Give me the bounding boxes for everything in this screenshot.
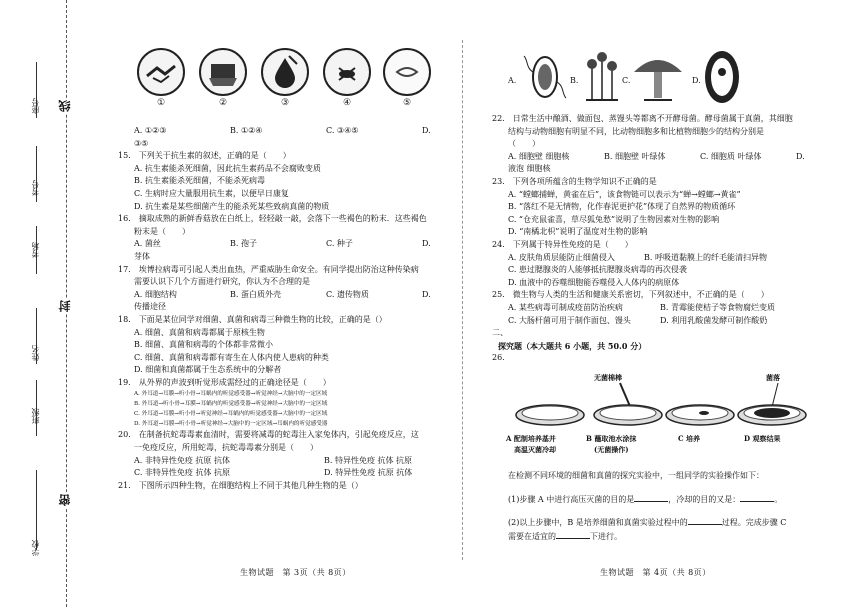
icon-2: ② [198,48,248,108]
q20-option-d[interactable]: D. 特异性免疫 抗原 抗体 [324,468,413,478]
q25-stem: 25. 微生物与人类的生活和健康关系密切，下列叙述中，不正确的是（ ） [492,290,769,300]
school-underline [36,470,37,550]
q14-option-a[interactable]: A. ①②③ [134,126,167,135]
q15-option-a[interactable]: A. 抗生素能杀死细菌，因此抗生素药品不会腐败变质 [134,163,321,173]
q25-option-c[interactable]: C. 大肠杆菌可用于制作面包、馒头 [508,315,631,325]
q14-option-d[interactable]: D. [422,126,431,135]
q22-option-c[interactable]: C. 细胞质 叶绿体 [700,151,762,161]
caption-a-line1: A 配制培养基并 [506,434,556,443]
q26-blank-4[interactable] [556,530,590,539]
q17-option-d[interactable]: D. [422,289,431,299]
q17-option-a[interactable]: A. 细胞结构 [134,289,177,299]
hygiene-icons-row [126,48,426,122]
q26-text [492,470,822,543]
q22-options [492,151,822,164]
right-page-footer: 生物试题 第 4页（共 8页） [600,568,711,577]
caption-b-line2: (无菌操作) [594,445,629,454]
section-number: 二、 [492,328,508,338]
right-page [492,113,822,365]
left-page-footer: 生物试题 第 3页（共 8页） [240,568,351,577]
handshake-icon [137,48,185,96]
q16-option-d-content: 芽体 [134,251,150,261]
q17-options [118,289,448,302]
bacterium-icon [522,52,568,102]
label-name: 姓名 [31,345,40,361]
mold-icon [580,50,624,104]
blood-drop-icon [261,48,309,96]
lips-icon [383,48,431,96]
organism-label-b: B. [570,76,579,85]
q22-option-d[interactable]: D. [796,151,805,161]
q26-part1: (1)步骤 A 中进行高压灭菌的目的是 ，冷却的目的又是： 。 [508,494,783,504]
q20-option-b[interactable]: B. 特异性免疫 抗体 抗原 [324,455,413,465]
q24-option-d[interactable]: D. 血液中的吞噬细胞能吞噬侵入人体内的病原体 [508,277,680,287]
seal-word-seal: 封 [58,300,72,312]
q16-options [118,238,448,251]
caption-a-line2: 高温灭菌冷却 [514,445,556,454]
q25-option-d[interactable]: D. 利用乳酸菌发酵可制作酸奶 [660,315,768,325]
icon-4: ④ [322,48,372,108]
section-two-title: 探究题（本大题共 6 小题，共 50.0 分） [498,340,647,351]
q22-stem-line3: （ ） [508,139,540,149]
icon-3: ③ [260,48,310,108]
q17-stem-line1: 17. 埃博拉病毒可引起人类出血热，严重威胁生命安全。有同学提出防治这种传染病 [118,264,419,274]
colony-label: 菌落 [766,373,780,382]
left-page [118,125,448,492]
q19-stem: 19. 从外界的声波到听觉形成需经过的正确途径是（ ） [118,377,331,387]
q26-part3: 需要在适宜的 下进行。 [508,531,622,541]
q23-option-c[interactable]: C. “仓充鼠雀喜，草尽狐兔愁”说明了生物因素对生物的影响 [508,214,720,224]
q18-option-b[interactable]: B. 细菌、真菌和病毒的个体都非常微小 [134,340,273,350]
q16-stem-line2: 粉末是（ ） [134,226,190,236]
q25-options-ab [492,302,822,315]
caption-d: D 观察结果 [744,434,781,443]
q22-stem-line1: 22. 日常生活中酿酒、做面包、蒸馒头等都离不开酵母菌。酵母菌属于真菌，其细胞 [492,114,793,123]
q22-stem-line2: 结构与动物细胞有明显不同，比动物细胞多和比植物细胞少的结构分别是 [508,126,764,136]
section-two-heading [492,327,822,340]
dish-b [594,405,662,425]
q18-option-d[interactable]: D. 细菌和真菌都属于生态系统中的分解者 [134,365,282,375]
q14-options [118,125,448,138]
q26-blank-1[interactable] [634,493,668,502]
q20-stem-line2: 一免疫反应，所用蛇毒，抗蛇毒毒素分别是（ ） [134,443,318,453]
label-room: 考场 [31,242,40,258]
label-seat: 座号 [31,98,40,114]
q18-option-c[interactable]: C. 细菌、真菌和病毒都有寄生在人体内使人患病的种类 [134,352,329,362]
q23-option-b[interactable]: B. “落红不是无情物，化作春泥更护花”体现了自然界的物质循环 [508,202,736,212]
q20-options-ab [118,455,448,468]
q14-option-c[interactable]: C. ③④⑤ [326,126,359,135]
q19-option-d[interactable]: D. 外耳道→耳膜→听小骨→听觉神经→大脑中的一定区域→耳蜗内的听觉感受器 [134,421,328,428]
q17-stem-line2: 需要认识下几个方面进行研究，你认为不合理的是 [134,277,310,287]
q26-part2: (2)以上步骤中，B 是培养细菌和真菌实验过程中的 过程。完成步骤 C [508,518,787,528]
q19-option-a[interactable]: A. 外耳道→耳膜→听小骨→耳蜗内的听觉感受器→听觉神经→大脑中的一定区域 [134,391,328,398]
q15-option-b[interactable]: B. 抗生素能杀死细菌，不能杀死病毒 [134,176,265,186]
organism-figures-row [500,46,820,106]
mosquito-icon [323,48,371,96]
q20-stem-line1: 20. 在制备抗蛇毒毒素血清时，需要将减毒的蛇毒注入家兔体内，引起免疫反应，这 [118,430,419,440]
q21-stem: 21. 下图所示四种生物，在细胞结构上不同于其他几种生物的是（） [118,480,363,490]
icon-5: ⑤ [382,48,432,108]
label-school: 学校 [31,540,40,556]
q14-option-b[interactable]: B. ①②④ [230,126,263,135]
q24-option-b[interactable]: B. 呼吸道黏膜上的纤毛能清扫异物 [644,252,767,262]
q14-option-d-content: ③⑤ [134,138,149,148]
q20-option-c[interactable]: C. 非特异性免疫 抗体 抗原 [134,468,231,478]
q16-stem-line1: 16. 摘取成熟的新鲜香菇放在白纸上，轻轻敲一敲，会落下一些褐色的粉末．这些褐色 [118,214,427,224]
q23-option-a[interactable]: A. “螳螂捕蝉，黄雀在后”，该食物链可以表示为“蝉→螳螂→黄雀” [508,189,741,199]
q25-options-cd [492,315,822,328]
q23-stem: 23. 下列各项所蕴含的生物学知识不正确的是 [492,176,657,186]
q24-stem: 24. 下列属于特异性免疫的是（ ） [492,239,633,249]
q15-stem: 15. 下列关于抗生素的叙述，正确的是（ ） [118,151,291,161]
organism-label-c: C. [622,76,631,85]
caption-c: C 培养 [678,434,701,443]
q24-options-ab [492,252,822,265]
q16-option-a[interactable]: A. 菌丝 [134,239,161,249]
q19-option-c[interactable]: C. 外耳道→耳膜→听小骨→听觉神经→耳蜗内的听觉感受器→大脑中的一定区域 [134,411,328,418]
q22-option-b[interactable]: B. 细胞壁 叶绿体 [604,151,666,161]
icon-1: ① [136,48,186,108]
binding-margin [0,0,80,607]
seal-word-line: 线 [58,100,72,112]
q15-option-c[interactable]: C. 生病时应大量服用抗生素，以便早日康复 [134,188,289,198]
label-exam-id: 考号 [31,180,40,196]
q17-option-d-content: 传播途径 [134,302,166,312]
q25-option-a[interactable]: A. 某些病毒可制成疫苗防治疾病 [508,302,623,312]
q19-option-b[interactable]: B. 外耳道→听小骨→耳膜→耳蜗内的听觉感受器→听觉神经→大脑中的一定区域 [134,401,328,408]
yeast-cell-icon [702,48,742,106]
q18-stem: 18. 下面是某位同学对细菌、真菌和病毒三种微生物的比较，正确的是（） [118,314,387,324]
q15-option-d[interactable]: D. 抗生素是某些细菌产生的能杀死某些致病真菌的物质 [134,201,330,211]
q26-blank-3[interactable] [688,516,722,525]
q26-blank-2[interactable] [740,493,774,502]
dish-d [738,405,806,425]
mushroom-icon [630,48,686,104]
q23-option-d[interactable]: D. “南橘北枳”说明了温度对生物的影响 [508,227,648,237]
q24-option-c[interactable]: C. 患过腮腺炎的人能够抵抗腮腺炎病毒的再次侵袭 [508,265,687,275]
sterile-swab-label: 无菌棉棒 [594,373,622,382]
q26-intro: 在检测不同环境的细菌和真菌的探究实验中，一组同学的实验操作如下： [508,471,764,480]
organism-label-a: A. [508,76,517,85]
q17-option-c[interactable]: C. 遗传物质 [326,289,369,299]
caption-b-line1: B 蘸取池水涂抹 [586,434,637,443]
q16-option-b[interactable]: B. 孢子 [230,239,257,249]
label-class: 班级 [31,408,40,424]
organism-label-d: D. [692,76,701,85]
page-divider [462,40,463,560]
q22-option-d-content: 液泡 细胞核 [508,164,551,174]
petri-dish-diagram [510,375,810,435]
q25-option-b[interactable]: B. 青霉能使桔子等食物腐烂变质 [660,302,775,312]
seal-word-secret: 密 [58,494,72,506]
dish-c [666,405,734,425]
q24-option-a[interactable]: A. 皮肤角质层能防止细菌侵入 [508,252,615,262]
q22-option-a[interactable]: A. 细胞壁 细胞核 [508,151,570,161]
q20-options-cd [118,467,448,480]
q16-option-d[interactable]: D. [422,239,431,249]
food-bowl-icon [199,48,247,96]
q20-option-a[interactable]: A. 非特异性免疫 抗原 抗体 [134,455,230,465]
q26-number: 26. [492,353,505,363]
q16-option-c[interactable]: C. 种子 [326,239,353,249]
dish-a [516,405,584,425]
q18-option-a[interactable]: A. 细菌、真菌和病毒都属于原核生物 [134,327,265,337]
q17-option-b[interactable]: B. 蛋白质外壳 [230,289,281,299]
